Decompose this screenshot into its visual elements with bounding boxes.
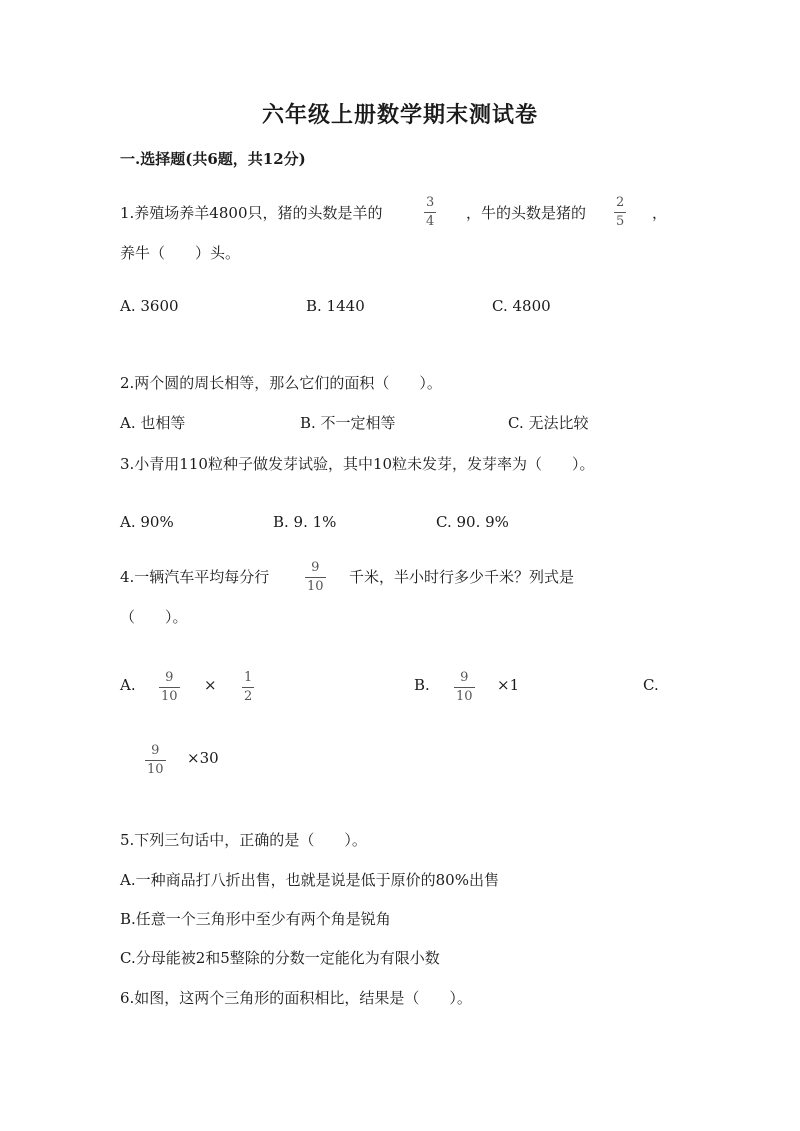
fraction-9-10 <box>305 561 326 594</box>
fraction-numerator: 9 <box>165 670 174 685</box>
question-1-option-b[interactable]: B. 1440 <box>306 297 365 315</box>
fraction-bar <box>242 687 254 688</box>
fraction-numerator: 1 <box>244 670 253 685</box>
fraction-bar <box>454 687 475 688</box>
fraction-numerator: 9 <box>460 670 469 685</box>
fraction-bar <box>305 577 326 578</box>
multiply-one: ×1 <box>497 676 520 694</box>
question-5-option-a[interactable]: A.一种商品打八折出售，也就是说是低于原价的80%出售 <box>120 871 499 889</box>
fraction-9-10 <box>145 744 166 777</box>
fraction-bar <box>159 687 180 688</box>
fraction-bar <box>145 760 166 761</box>
fraction-denominator: 10 <box>456 689 473 704</box>
question-1-text-b: ，牛的头数是猪的 <box>466 204 587 222</box>
question-5-option-b[interactable]: B.任意一个三角形中至少有两个角是锐角 <box>120 910 391 928</box>
option-c-label: C. <box>643 676 659 694</box>
fraction-9-10 <box>454 671 475 704</box>
fraction-denominator: 4 <box>426 214 435 229</box>
question-1-option-a[interactable]: A. 3600 <box>120 297 179 315</box>
page-title: 六年级上册数学期末测试卷 <box>261 102 538 128</box>
question-1-option-c[interactable]: C. 4800 <box>492 297 551 315</box>
fraction-numerator: 9 <box>311 560 320 575</box>
fraction-bar <box>424 212 436 213</box>
option-a-label: A. <box>120 676 136 694</box>
question-3-option-c[interactable]: C. 90. 9% <box>436 513 509 531</box>
question-3-option-b[interactable]: B. 9. 1% <box>273 513 337 531</box>
fraction-3-4 <box>424 196 436 229</box>
question-2-text: 2.两个圆的周长相等，那么它们的面积（ ）。 <box>120 374 442 392</box>
fraction-numerator: 3 <box>426 195 435 210</box>
question-2-option-b[interactable]: B. 不一定相等 <box>300 414 396 432</box>
question-6-text: 6.如图，这两个三角形的面积相比，结果是（ ）。 <box>120 989 472 1007</box>
question-2-option-c[interactable]: C. 无法比较 <box>508 414 589 432</box>
fraction-1-2 <box>242 671 254 704</box>
fraction-numerator: 9 <box>151 743 160 758</box>
question-1-text-c: ， <box>652 204 668 222</box>
fraction-denominator: 5 <box>616 214 625 229</box>
option-b-label: B. <box>414 676 430 694</box>
question-5-option-c[interactable]: C.分母能被2和5整除的分数一定能化为有限小数 <box>120 949 440 967</box>
fraction-bar <box>614 212 626 213</box>
fraction-denominator: 10 <box>307 579 324 594</box>
fraction-9-10 <box>159 671 180 704</box>
question-3-text: 3.小青用110粒种子做发芽试验，其中10粒未发芽，发芽率为（ ）。 <box>120 455 595 473</box>
fraction-denominator: 10 <box>147 762 164 777</box>
question-4-text-b: 千米，半小时行多少千米？列式是 <box>349 568 575 586</box>
multiply-sign: × <box>204 676 217 694</box>
fraction-denominator: 2 <box>244 689 253 704</box>
fraction-denominator: 10 <box>161 689 178 704</box>
question-4-line-2: （ ）。 <box>120 608 188 626</box>
question-1-text-a: 1.养殖场养羊4800只，猪的头数是羊的 <box>120 204 383 222</box>
question-3-option-a[interactable]: A. 90% <box>120 513 174 531</box>
question-5-text: 5.下列三句话中，正确的是（ ）。 <box>120 831 367 849</box>
question-1-line-2: 养牛（ ）头。 <box>120 244 241 262</box>
multiply-thirty: ×30 <box>187 749 219 767</box>
fraction-2-5 <box>614 196 626 229</box>
question-2-option-a[interactable]: A. 也相等 <box>120 414 186 432</box>
section-heading: 一.选择题(共6题，共12分) <box>120 150 306 168</box>
fraction-numerator: 2 <box>616 195 625 210</box>
question-4-text-a: 4.一辆汽车平均每分行 <box>120 568 270 586</box>
